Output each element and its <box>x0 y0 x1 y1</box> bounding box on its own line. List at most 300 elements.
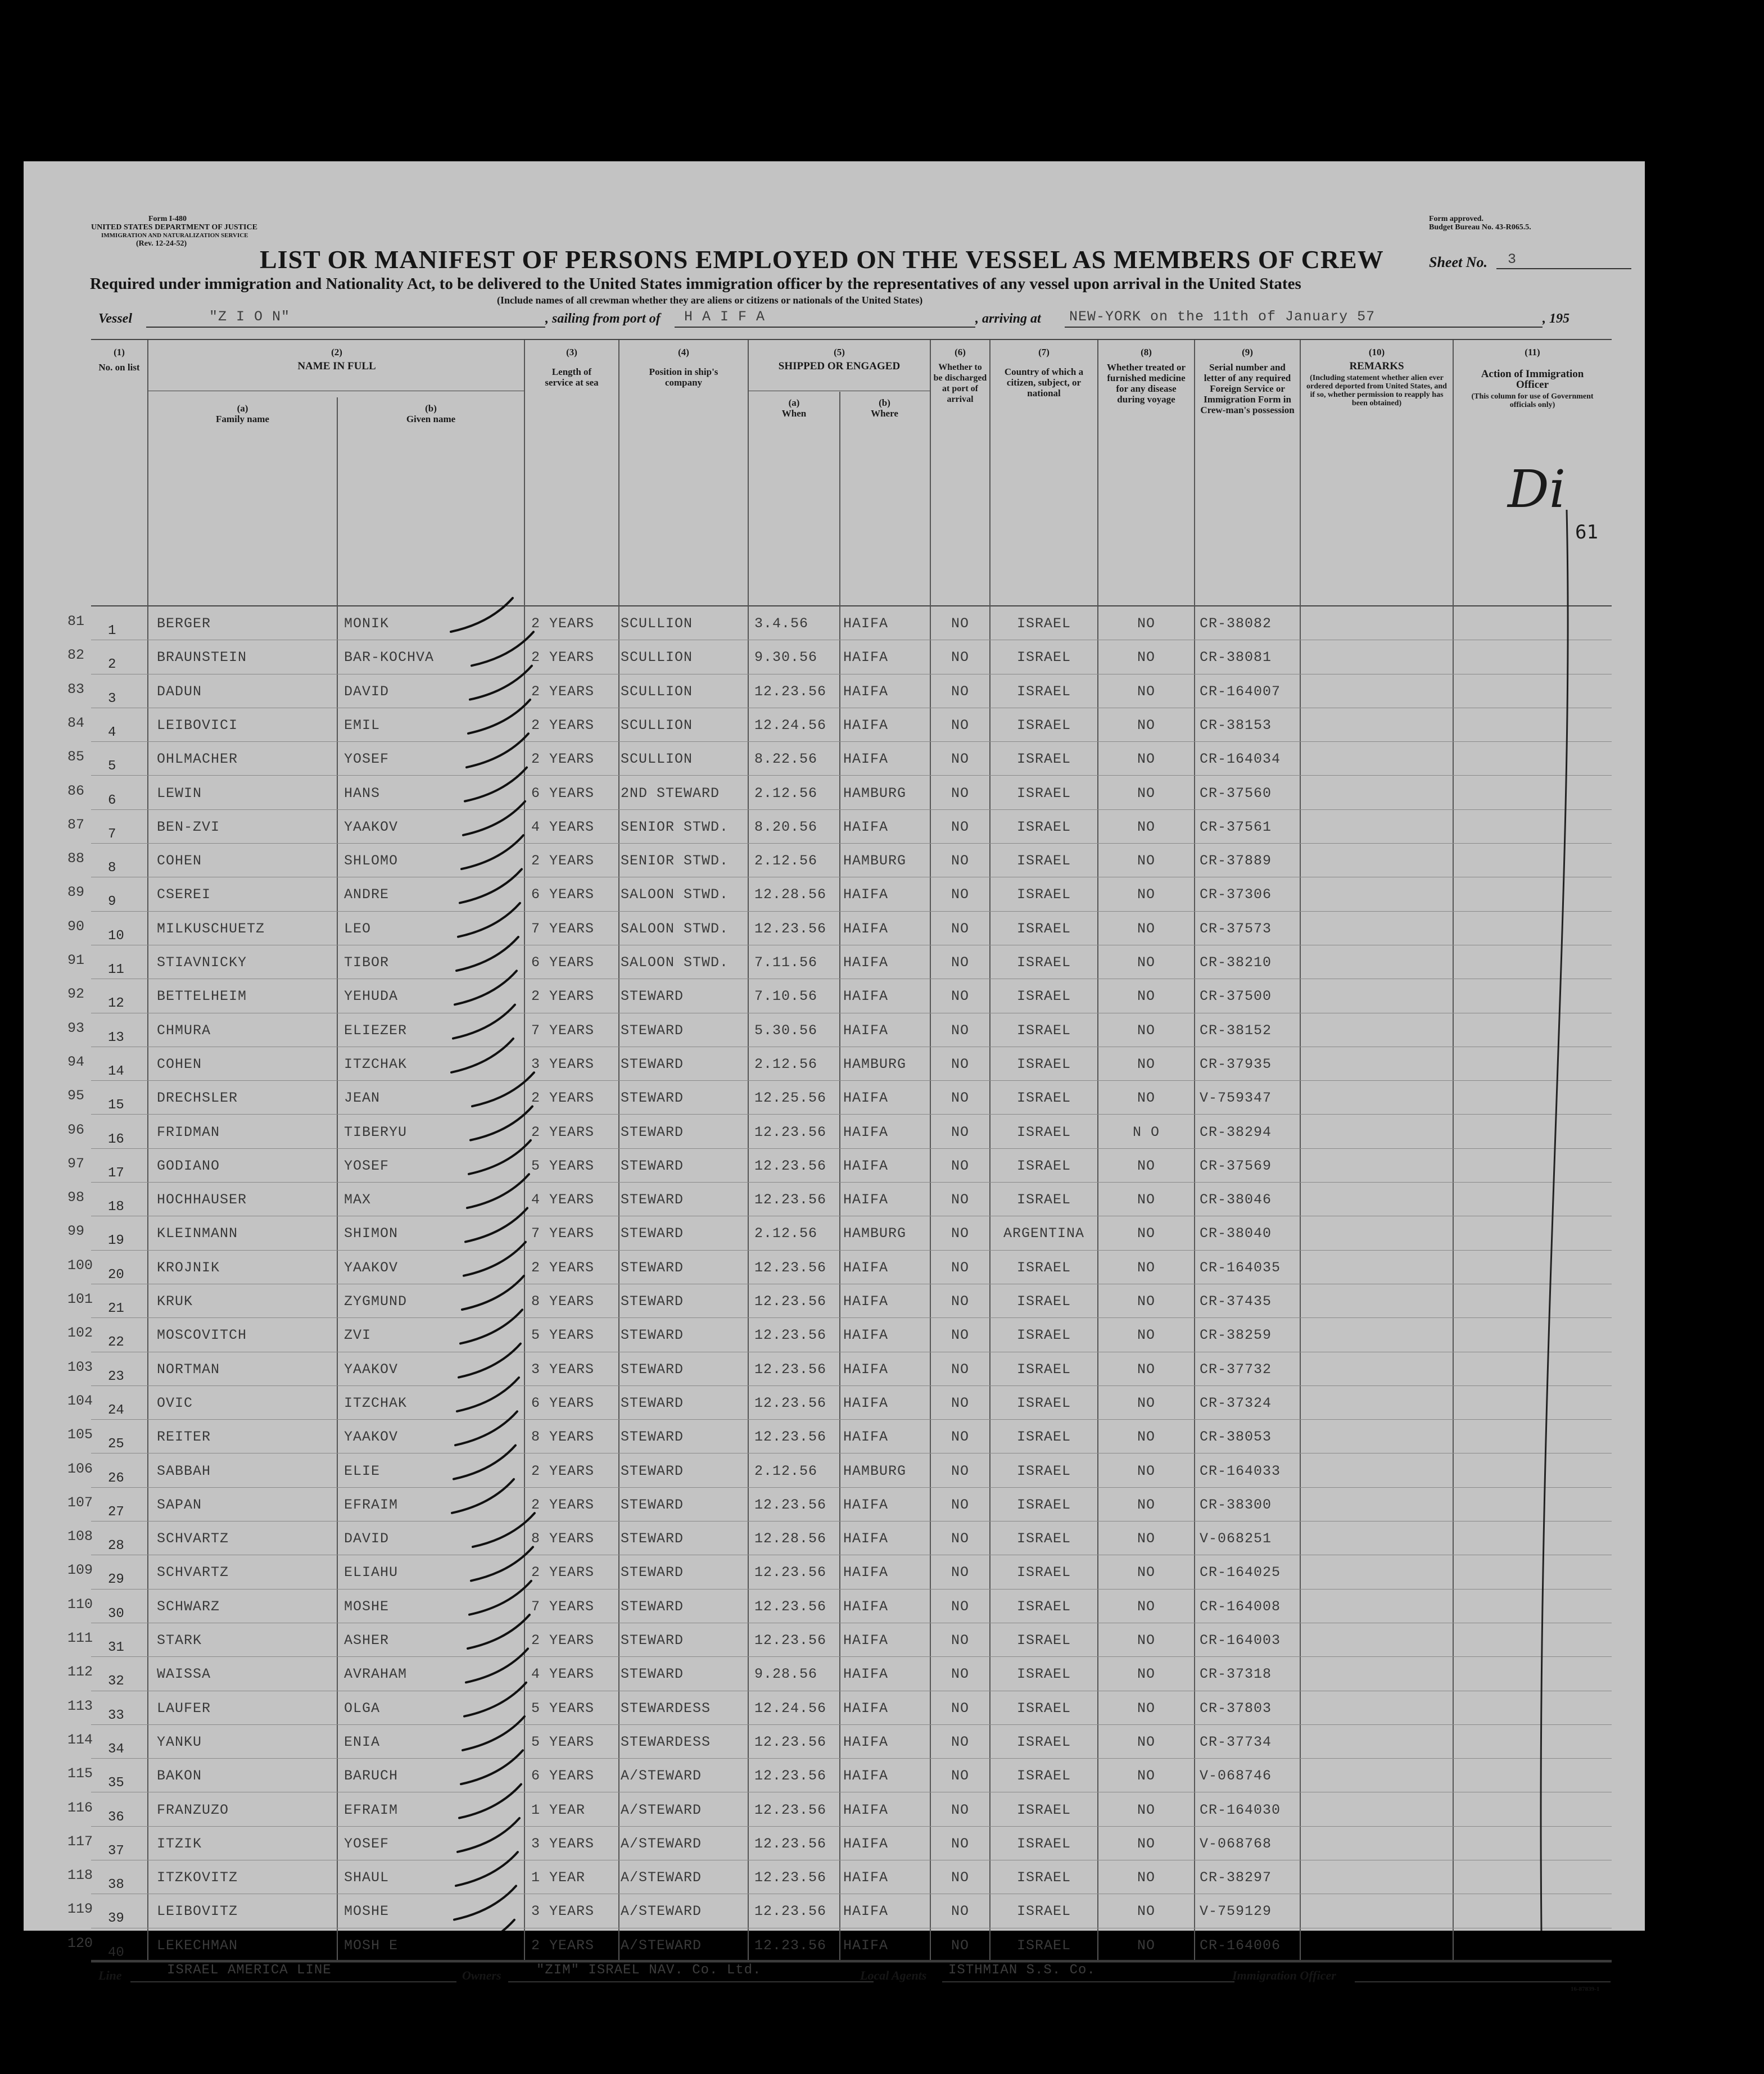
cell-when: 12.23.56 <box>754 1496 827 1513</box>
cell-discharge: NO <box>951 1361 969 1378</box>
cell-country: ISRAEL <box>1016 1192 1071 1208</box>
cell-when: 2.12.56 <box>754 853 818 870</box>
cell-when: 2.12.56 <box>754 1462 818 1479</box>
cell-medicine: NO <box>1137 1090 1155 1107</box>
cell-given: EFRAIM <box>344 1496 399 1513</box>
cell-medicine: NO <box>1137 1496 1155 1513</box>
cell-discharge: NO <box>951 785 969 801</box>
cell-service: 8 YEARS <box>531 1293 595 1310</box>
cell-service: 6 YEARS <box>531 1394 595 1411</box>
cell-when: 12.23.56 <box>754 920 827 937</box>
col-2a-header: (a) Family name <box>216 403 269 424</box>
check-mark <box>459 1344 521 1378</box>
row-number: 113 <box>67 1697 93 1714</box>
cell-country: ISRAEL <box>1016 954 1071 971</box>
line-number: 16 <box>108 1131 124 1147</box>
cell-when: 12.23.56 <box>754 683 827 700</box>
cell-when: 8.22.56 <box>754 751 818 768</box>
line-number: 22 <box>108 1335 124 1351</box>
cell-where: HAIFA <box>843 1327 889 1344</box>
cell-medicine: NO <box>1137 1835 1155 1852</box>
cell-position: STEWARD <box>621 1090 684 1107</box>
cell-medicine: NO <box>1137 1700 1155 1717</box>
row-number: 105 <box>67 1427 93 1443</box>
row-number: 84 <box>67 714 85 731</box>
cell-position: A/STEWARD <box>621 1801 702 1818</box>
cell-when: 12.23.56 <box>754 1124 827 1140</box>
cell-discharge: NO <box>951 954 969 971</box>
cell-service: 5 YEARS <box>531 1733 595 1750</box>
cell-when: 12.23.56 <box>754 1394 827 1411</box>
cell-position: STEWARD <box>621 1361 684 1378</box>
cell-medicine: NO <box>1137 1022 1155 1039</box>
cell-service: 5 YEARS <box>531 1700 595 1717</box>
cell-where: HAIFA <box>843 1496 889 1513</box>
cell-service: 2 YEARS <box>531 615 595 632</box>
sailing-port: H A I F A <box>684 309 766 325</box>
line-number: 8 <box>108 861 116 876</box>
cell-service: 2 YEARS <box>531 751 595 768</box>
cell-where: HAIFA <box>843 1700 889 1717</box>
check-mark <box>463 1717 524 1750</box>
cell-service: 2 YEARS <box>531 1632 595 1649</box>
cell-given: YOSEF <box>344 1157 390 1174</box>
cell-where: HAIFA <box>843 1429 889 1446</box>
vessel-name: "Z I O N" <box>209 309 291 325</box>
cell-medicine: N O <box>1132 1124 1160 1140</box>
check-mark <box>455 1411 517 1445</box>
cell-service: 5 YEARS <box>531 1157 595 1174</box>
cell-family: BEN-ZVI <box>157 818 220 835</box>
cell-family: MILKUSCHUETZ <box>157 920 265 937</box>
row-number: 90 <box>67 918 85 935</box>
cell-country: ISRAEL <box>1016 853 1071 870</box>
cell-given: YOSEF <box>344 1835 390 1852</box>
cell-when: 2.12.56 <box>754 785 818 801</box>
cell-family: BAKON <box>157 1768 202 1785</box>
line-number: 18 <box>108 1199 124 1215</box>
cell-serial: CR-37324 <box>1200 1394 1272 1411</box>
cell-medicine: NO <box>1137 1530 1155 1547</box>
cell-medicine: NO <box>1137 853 1155 870</box>
subtitle: Required under immigration and Nationality Act, to be delivered to the United States immigration officer by the representatives of any vessel upon arrival in the United States <box>90 275 1301 293</box>
cell-service: 7 YEARS <box>531 1022 595 1039</box>
cell-medicine: NO <box>1137 785 1155 801</box>
cell-given: ENIA <box>344 1733 381 1750</box>
check-mark <box>471 1107 532 1140</box>
sheet-label: Sheet No. <box>1429 254 1487 270</box>
cell-given: BAR-KOCHVA <box>344 649 435 666</box>
row-number: 116 <box>67 1799 93 1816</box>
cell-given: DAVID <box>344 1530 390 1547</box>
cell-serial: CR-164034 <box>1200 751 1281 768</box>
row-number: 96 <box>67 1121 85 1138</box>
cell-position: STEWARD <box>621 1293 684 1310</box>
row-number: 83 <box>67 681 85 698</box>
cell-serial: CR-37306 <box>1200 886 1272 903</box>
check-mark <box>465 768 527 801</box>
check-mark <box>471 1547 533 1581</box>
cell-discharge: NO <box>951 920 969 937</box>
cell-country: ISRAEL <box>1016 615 1071 632</box>
cell-when: 12.23.56 <box>754 1903 827 1920</box>
col-7-header: (7) Country of which a citizen, subject, or national <box>1004 347 1084 399</box>
row-number: 87 <box>67 816 85 833</box>
cell-where: HAIFA <box>843 717 889 733</box>
cell-discharge: NO <box>951 1462 969 1479</box>
cell-serial: CR-37560 <box>1200 785 1272 801</box>
officer-label: Immigration Officer <box>1232 1968 1336 1982</box>
row-number: 97 <box>67 1155 85 1172</box>
cell-when: 2.12.56 <box>754 1056 818 1072</box>
cell-serial: CR-37732 <box>1200 1361 1272 1378</box>
cell-medicine: NO <box>1137 1462 1155 1479</box>
cell-given: YAAKOV <box>344 1429 399 1446</box>
cell-service: 6 YEARS <box>531 785 595 801</box>
cell-when: 12.24.56 <box>754 717 827 733</box>
cell-serial: V-068768 <box>1200 1835 1272 1852</box>
cell-country: ISRAEL <box>1016 717 1071 733</box>
cell-country: ISRAEL <box>1016 1327 1071 1344</box>
cell-where: HAIFA <box>843 649 889 666</box>
cell-when: 12.23.56 <box>754 1192 827 1208</box>
check-mark <box>463 801 525 835</box>
cell-position: 2ND STEWARD <box>621 785 720 801</box>
table-row <box>24 1928 1645 1963</box>
cell-discharge: NO <box>951 1056 969 1072</box>
cell-country: ISRAEL <box>1016 1124 1071 1140</box>
cell-position: STEWARD <box>621 1462 684 1479</box>
cell-country: ISRAEL <box>1016 649 1071 666</box>
cell-given: ITZCHAK <box>344 1056 408 1072</box>
cell-serial: CR-37573 <box>1200 920 1272 937</box>
line-number: 40 <box>108 1945 124 1960</box>
cell-medicine: NO <box>1137 1564 1155 1581</box>
cell-discharge: NO <box>951 683 969 700</box>
line-number: 10 <box>108 928 124 944</box>
cell-position: A/STEWARD <box>621 1903 702 1920</box>
cell-position: SCULLION <box>621 683 693 700</box>
cell-position: STEWARD <box>621 1530 684 1547</box>
check-mark <box>472 632 533 665</box>
cell-serial: V-068251 <box>1200 1530 1272 1547</box>
line-number: 34 <box>108 1741 124 1757</box>
cell-when: 12.23.56 <box>754 1361 827 1378</box>
cell-serial: CR-38082 <box>1200 615 1272 632</box>
cell-country: ISRAEL <box>1016 1801 1071 1818</box>
cell-family: DADUN <box>157 683 202 700</box>
row-number: 114 <box>67 1731 93 1748</box>
cell-serial: CR-37435 <box>1200 1293 1272 1310</box>
cell-country: ISRAEL <box>1016 920 1071 937</box>
cell-given: YEHUDA <box>344 988 399 1005</box>
cell-medicine: NO <box>1137 1598 1155 1615</box>
owners-label: Owners <box>462 1968 501 1982</box>
officer-initial: Di <box>1508 459 1566 519</box>
cell-medicine: NO <box>1137 683 1155 700</box>
cell-country: ISRAEL <box>1016 1022 1071 1039</box>
line-number: 33 <box>108 1708 124 1723</box>
cell-medicine: NO <box>1137 886 1155 903</box>
cell-where: HAIFA <box>843 1090 889 1107</box>
cell-when: 3.4.56 <box>754 615 809 632</box>
cell-discharge: NO <box>951 615 969 632</box>
cell-when: 12.24.56 <box>754 1700 827 1717</box>
cell-serial: CR-164030 <box>1200 1801 1281 1818</box>
cell-family: FRANZUZO <box>157 1801 229 1818</box>
cell-medicine: NO <box>1137 920 1155 937</box>
line-value: ISRAEL AMERICA LINE <box>167 1963 332 1978</box>
cell-given: YOSEF <box>344 751 390 768</box>
cell-medicine: NO <box>1137 649 1155 666</box>
check-mark <box>454 1446 515 1479</box>
check-mark <box>467 733 528 767</box>
cell-country: ISRAEL <box>1016 1733 1071 1750</box>
cell-service: 4 YEARS <box>531 1192 595 1208</box>
col-1-header: (1) No. on list <box>98 347 140 373</box>
cell-service: 2 YEARS <box>531 1462 595 1479</box>
col-9-header: (9) Serial number and letter of any required Foreign Service or Immigration Form in Crew-man's possession <box>1200 347 1295 415</box>
cell-service: 6 YEARS <box>531 886 595 903</box>
cell-discharge: NO <box>951 853 969 870</box>
check-mark <box>460 1310 522 1343</box>
cell-service: 6 YEARS <box>531 1768 595 1785</box>
cell-where: HAIFA <box>843 1394 889 1411</box>
cell-given: TIBOR <box>344 954 390 971</box>
cell-medicine: NO <box>1137 1192 1155 1208</box>
cell-when: 8.20.56 <box>754 818 818 835</box>
cell-service: 2 YEARS <box>531 1496 595 1513</box>
row-number: 106 <box>67 1460 93 1477</box>
cell-serial: CR-37561 <box>1200 818 1272 835</box>
cell-service: 2 YEARS <box>531 683 595 700</box>
line-number: 17 <box>108 1165 124 1181</box>
cell-given: MOSH E <box>344 1937 399 1954</box>
row-number: 110 <box>67 1596 93 1613</box>
cell-medicine: NO <box>1137 1394 1155 1411</box>
cell-given: TIBERYU <box>344 1124 408 1140</box>
cell-when: 12.23.56 <box>754 1259 827 1276</box>
cell-country: ISRAEL <box>1016 785 1071 801</box>
cell-given: BARUCH <box>344 1768 399 1785</box>
cell-discharge: NO <box>951 1124 969 1140</box>
cell-country: ISRAEL <box>1016 1598 1071 1615</box>
cell-serial: CR-37318 <box>1200 1666 1272 1683</box>
cell-family: REITER <box>157 1429 211 1446</box>
row-number: 101 <box>67 1291 93 1307</box>
row-number: 115 <box>67 1765 93 1782</box>
cell-serial: CR-38081 <box>1200 649 1272 666</box>
cell-country: ISRAEL <box>1016 1259 1071 1276</box>
cell-service: 8 YEARS <box>531 1429 595 1446</box>
cell-where: HAIFA <box>843 818 889 835</box>
cell-where: HAIFA <box>843 683 889 700</box>
cell-serial: V-068746 <box>1200 1768 1272 1785</box>
cell-given: EFRAIM <box>344 1801 399 1818</box>
row-number: 119 <box>67 1901 93 1918</box>
cell-medicine: NO <box>1137 1768 1155 1785</box>
cell-medicine: NO <box>1137 954 1155 971</box>
cell-family: OHLMACHER <box>157 751 238 768</box>
cell-position: STEWARDESS <box>621 1733 711 1750</box>
cell-when: 12.25.56 <box>754 1090 827 1107</box>
cell-family: OVIC <box>157 1394 193 1411</box>
row-number: 112 <box>67 1664 93 1681</box>
budget-bureau: Budget Bureau No. 43-R065.5. <box>1429 223 1531 232</box>
cell-given: SHIMON <box>344 1225 399 1242</box>
check-mark <box>464 1242 526 1276</box>
cell-given: YAAKOV <box>344 1259 399 1276</box>
cell-where: HAMBURG <box>843 785 907 801</box>
cell-serial: CR-164007 <box>1200 683 1281 700</box>
cell-discharge: NO <box>951 1598 969 1615</box>
cell-family: LAUFER <box>157 1700 211 1717</box>
cell-family: LEKECHMAN <box>157 1937 238 1954</box>
cell-serial: CR-38297 <box>1200 1869 1272 1886</box>
cell-serial: CR-38259 <box>1200 1327 1272 1344</box>
cell-serial: CR-38046 <box>1200 1192 1272 1208</box>
cell-when: 7.11.56 <box>754 954 818 971</box>
line-number: 24 <box>108 1402 124 1418</box>
check-mark <box>454 1886 516 1919</box>
check-mark <box>453 1005 515 1039</box>
cell-serial: CR-38294 <box>1200 1124 1272 1140</box>
cell-when: 12.23.56 <box>754 1937 827 1954</box>
cell-position: STEWARD <box>621 1394 684 1411</box>
line-number: 25 <box>108 1437 124 1452</box>
cell-where: HAIFA <box>843 751 889 768</box>
cell-service: 2 YEARS <box>531 988 595 1005</box>
form-revision: (Rev. 12-24-52) <box>136 239 187 248</box>
cell-where: HAIFA <box>843 1869 889 1886</box>
line-number: 28 <box>108 1538 124 1554</box>
cell-service: 2 YEARS <box>531 1124 595 1140</box>
col-8-header: (8) Whether treated or furnished medicine for any disease during voyage <box>1106 347 1186 405</box>
check-mark <box>456 1852 518 1886</box>
cell-family: SCHVARTZ <box>157 1530 229 1547</box>
cell-family: LEIBOVITZ <box>157 1903 238 1920</box>
cell-medicine: NO <box>1137 1327 1155 1344</box>
line-number: 3 <box>108 691 116 707</box>
cell-family: DRECHSLER <box>157 1090 238 1107</box>
cell-serial: V-759347 <box>1200 1090 1272 1107</box>
cell-service: 2 YEARS <box>531 1564 595 1581</box>
form-number: Form I-480 <box>148 215 187 223</box>
handwritten-ink <box>24 161 1645 1931</box>
cell-discharge: NO <box>951 1496 969 1513</box>
cell-country: ISRAEL <box>1016 751 1071 768</box>
cell-family: NORTMAN <box>157 1361 220 1378</box>
cell-given: ELIE <box>344 1462 381 1479</box>
crew-note: (Include names of all crewman whether they are aliens or citizens or nationals of the United States) <box>497 295 923 306</box>
cell-when: 12.23.56 <box>754 1293 827 1310</box>
cell-family: BERGER <box>157 615 211 632</box>
row-number: 93 <box>67 1020 85 1036</box>
cell-when: 7.10.56 <box>754 988 818 1005</box>
cell-discharge: NO <box>951 1225 969 1242</box>
cell-discharge: NO <box>951 1192 969 1208</box>
cell-discharge: NO <box>951 1700 969 1717</box>
check-mark <box>473 1513 535 1547</box>
line-number: 6 <box>108 793 116 808</box>
cell-where: HAIFA <box>843 1192 889 1208</box>
cell-service: 8 YEARS <box>531 1530 595 1547</box>
check-mark <box>470 666 532 700</box>
check-mark <box>468 700 530 733</box>
row-number: 100 <box>67 1257 93 1274</box>
cell-position: STEWARD <box>621 1327 684 1344</box>
row-number: 117 <box>67 1833 93 1850</box>
cell-service: 6 YEARS <box>531 954 595 971</box>
check-mark <box>467 1174 529 1208</box>
cell-given: SHAUL <box>344 1869 390 1886</box>
check-mark <box>453 1920 514 1931</box>
line-number: 27 <box>108 1504 124 1520</box>
cell-position: SALOON STWD. <box>621 920 729 937</box>
cell-given: LEO <box>344 920 372 937</box>
service-name: IMMIGRATION AND NATURALIZATION SERVICE <box>101 232 248 239</box>
check-mark <box>464 1683 526 1717</box>
cell-discharge: NO <box>951 1632 969 1649</box>
cell-discharge: NO <box>951 818 969 835</box>
cell-given: MONIK <box>344 615 390 632</box>
cell-serial: CR-164008 <box>1200 1598 1281 1615</box>
col-2b-header: (b) Given name <box>406 403 456 424</box>
cell-where: HAIFA <box>843 1768 889 1785</box>
cell-service: 2 YEARS <box>531 853 595 870</box>
check-mark <box>460 869 522 903</box>
row-number: 103 <box>67 1358 93 1375</box>
row-number: 91 <box>67 952 85 968</box>
line-number: 12 <box>108 996 124 1012</box>
cell-where: HAIFA <box>843 1124 889 1140</box>
cell-family: LEWIN <box>157 785 202 801</box>
cell-country: ISRAEL <box>1016 683 1071 700</box>
line-number: 23 <box>108 1369 124 1384</box>
col-5-header: (5) SHIPPED OR ENGAGED <box>778 347 901 372</box>
cell-given: ITZCHAK <box>344 1394 408 1411</box>
department-name: UNITED STATES DEPARTMENT OF JUSTICE <box>91 223 257 232</box>
cell-country: ISRAEL <box>1016 1666 1071 1683</box>
col-5a-header: (a) When <box>781 397 807 419</box>
cell-family: COHEN <box>157 853 202 870</box>
row-number: 107 <box>67 1494 93 1511</box>
line-number: 37 <box>108 1843 124 1859</box>
cell-family: BETTELHEIM <box>157 988 247 1005</box>
cell-position: SENIOR STWD. <box>621 818 729 835</box>
cell-when: 12.23.56 <box>754 1429 827 1446</box>
cell-where: HAIFA <box>843 1157 889 1174</box>
cell-position: STEWARD <box>621 1124 684 1140</box>
row-number: 104 <box>67 1392 93 1409</box>
cell-position: A/STEWARD <box>621 1937 702 1954</box>
cell-country: ISRAEL <box>1016 1293 1071 1310</box>
cell-where: HAIFA <box>843 1632 889 1649</box>
cell-position: A/STEWARD <box>621 1869 702 1886</box>
check-mark <box>451 1039 513 1072</box>
cell-family: KROJNIK <box>157 1259 220 1276</box>
cell-position: STEWARD <box>621 1496 684 1513</box>
cell-position: SCULLION <box>621 615 693 632</box>
cell-serial: CR-38153 <box>1200 717 1272 733</box>
cell-discharge: NO <box>951 1090 969 1107</box>
footer-code: 16-87839-1 <box>1571 1986 1600 1993</box>
cell-medicine: NO <box>1137 818 1155 835</box>
col-11-header: (11) Action of Immigration Officer (This column for use of Government officials only) <box>1471 347 1594 409</box>
row-number: 82 <box>67 647 85 664</box>
cell-position: STEWARD <box>621 988 684 1005</box>
cell-serial: CR-38053 <box>1200 1429 1272 1446</box>
